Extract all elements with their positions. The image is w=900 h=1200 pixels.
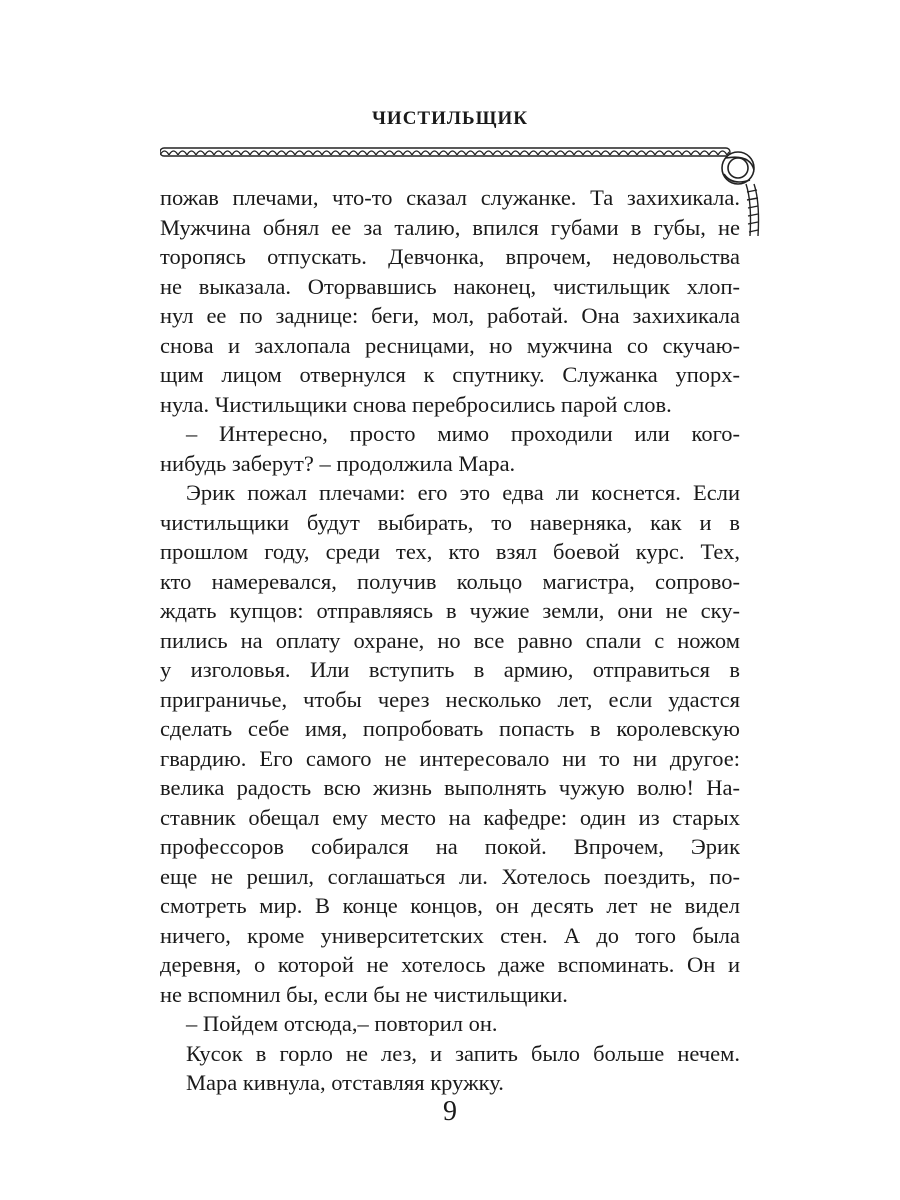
- page-number: 9: [443, 1096, 457, 1127]
- body-text: [160, 183, 740, 1098]
- text-line: приграничье, чтобы через несколько лет, если удастся: [160, 686, 740, 712]
- text-line: пожав плечами, что-то сказал служанке. Та захихикала.: [160, 185, 740, 210]
- text-line: деревня, о которой не хотелось даже вспоминать. Он и: [160, 952, 740, 977]
- text-line: – Интересно, просто мимо проходили или кого-: [186, 421, 740, 446]
- text-line: Кусок в горло не лез, и запить было больше нечем.: [186, 1040, 740, 1066]
- text-line: торопясь отпускать. Девчонка, впрочем, недовольства: [160, 244, 740, 269]
- rope-loop: [722, 152, 754, 184]
- text-line: снова и захлопала ресницами, но мужчина со скучаю-: [160, 332, 740, 358]
- text-line: Мара кивнула, отставляя кружку.: [186, 1070, 504, 1095]
- text-line: велика радость всю жизнь выполнять чужую волю! На-: [160, 775, 740, 800]
- text-line: прошлом году, среди тех, кто взял боевой курс. Тех,: [160, 539, 740, 564]
- text-line: нула. Чистильщики снова перебросились парой слов.: [160, 391, 672, 417]
- text-line: пились на оплату охране, но все равно спали с ножом: [160, 627, 740, 653]
- rope-tail: [746, 184, 759, 236]
- text-line: нибудь заберут? – продолжила Мара.: [160, 450, 516, 476]
- text-line: профессоров собирался на покой. Впрочем, Эрик: [160, 834, 740, 859]
- text-line: смотреть мир. В конце концов, он десять лет не видел: [160, 893, 740, 918]
- text-line: Эрик пожал плечами: его это едва ли коснется. Если: [186, 480, 740, 505]
- text-line: ждать купцов: отправляясь в чужие земли, они не ску-: [160, 598, 740, 623]
- text-line: не выказала. Оторвавшись наконец, чистильщик хлоп-: [160, 273, 740, 299]
- text-line: гвардию. Его самого не интересовало ни то ни другое:: [160, 745, 740, 771]
- text-line: ставник обещал ему место на кафедре: один из старых: [160, 804, 740, 830]
- text-line: кто намеревался, получив кольцо магистра, сопрово-: [160, 568, 740, 594]
- text-line: еще не решил, соглашаться ли. Хотелось поездить, по-: [160, 863, 740, 889]
- text-line: ничего, кроме университетских стен. А до того была: [160, 922, 740, 948]
- text-line: не вспомнил бы, если бы не чистильщики.: [160, 981, 568, 1007]
- text-line: нул ее по заднице: беги, мол, работай. Она захихикала: [160, 303, 740, 328]
- text-line: чистильщики будут выбирать, то наверняка, как и в: [160, 509, 740, 535]
- text-line: у изголовья. Или вступить в армию, отправиться в: [160, 657, 740, 682]
- text-line: сделать себе имя, попробовать попасть в королевскую: [160, 716, 740, 741]
- text-line: – Пойдем отсюда,– повторил он.: [186, 1011, 498, 1036]
- running-header: чистильщик: [371, 100, 529, 130]
- text-line: щим лицом отвернулся к спутнику. Служанка упорх-: [160, 362, 740, 387]
- text-line: Мужчина обнял ее за талию, впился губами в губы, не: [160, 214, 740, 240]
